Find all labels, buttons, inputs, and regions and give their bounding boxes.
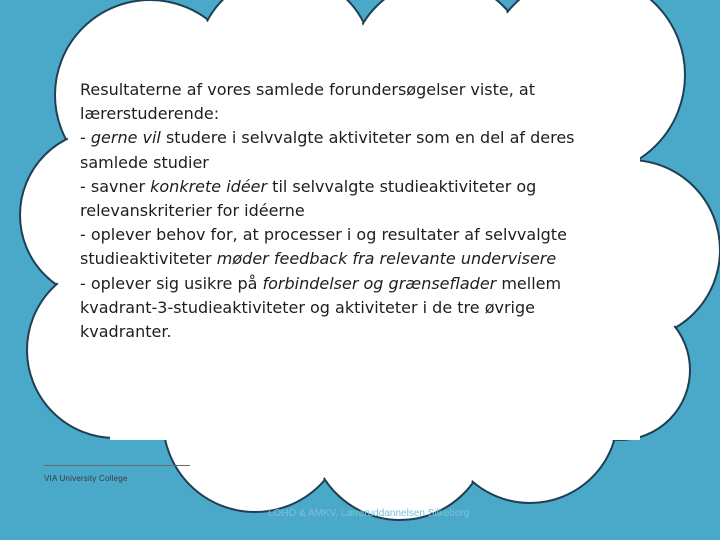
bullet-item-4: - oplever sig usikre på forbindelser og grænseflader mellem kvadrant-3-studieaktiviteter og aktiviteter i de tre øvrige kvadranter. — [80, 273, 562, 342]
bullet-item-3: - oplever behov for, at processer i og resultater af selvvalgte studieaktiviteter møder feedback fra relevante undervisere — [80, 225, 567, 269]
bullet-emphasis: konkrete idéer — [150, 176, 268, 196]
slide-footer: LOHO & AMKV, Læreruddannelsen Silkeborg — [268, 508, 470, 519]
logo-divider — [44, 465, 190, 466]
intro-text: Resultaterne af vores samlede forundersøgelser viste, at lærerstuderende: — [80, 80, 535, 124]
bullet-item-1: - gerne vil studere i selvvalgte aktiviteter som en del af deres samlede studier — [80, 128, 575, 172]
bullet-emphasis: møder feedback fra relevante undervisere — [216, 249, 557, 269]
bullet-emphasis: gerne vil — [90, 128, 161, 148]
organization-logo-text: VIA University College — [44, 474, 128, 483]
bullet-emphasis: forbindelser og grænseflader — [262, 273, 497, 293]
slide-body-text — [80, 78, 585, 344]
bullet-item-2: - savner konkrete idéer til selvvalgte studieaktiviteter og relevanskriterier for idéerne — [80, 176, 537, 221]
